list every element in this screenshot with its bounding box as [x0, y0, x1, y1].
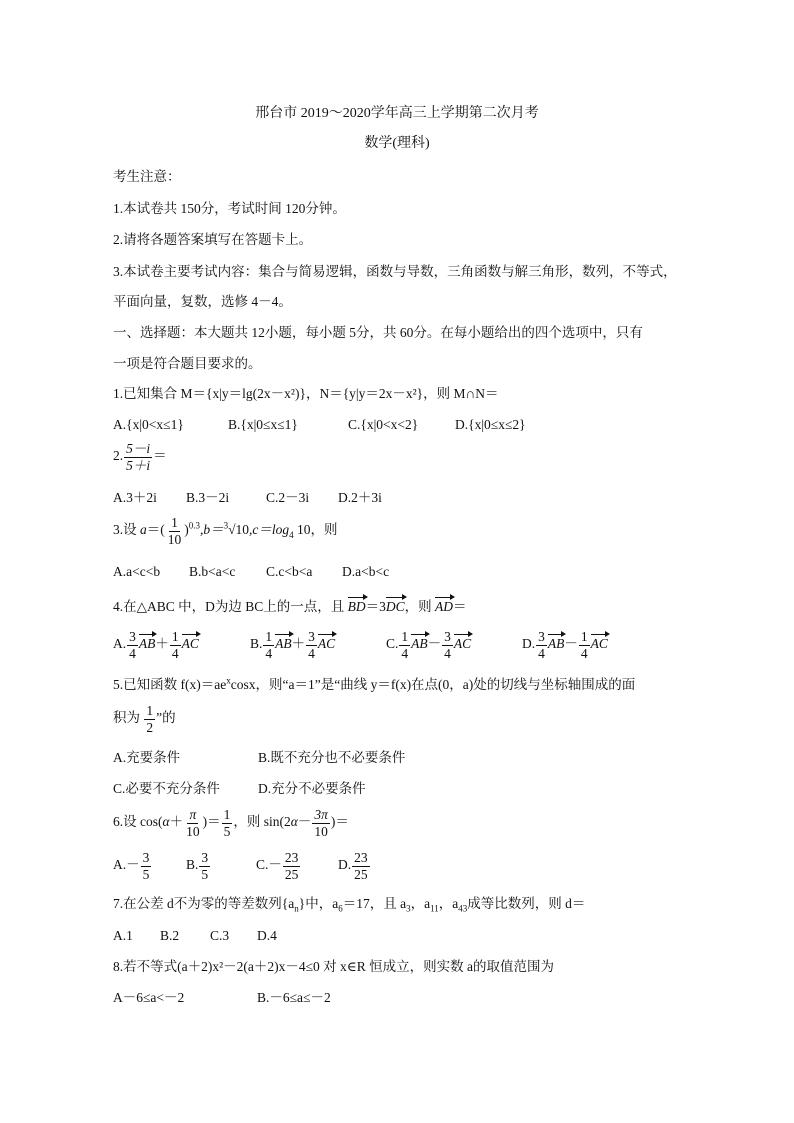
question-5-stem-line-2: [113, 704, 176, 734]
question-6-option-c: [256, 851, 301, 881]
question-3-fraction: [166, 516, 184, 546]
minus-sign: －: [564, 636, 578, 652]
question-4-stem: [113, 600, 467, 614]
question-5-option-c: C.必要不充分条件: [113, 781, 220, 796]
question-5-stem-part-3: 积为: [113, 710, 140, 726]
question-4-option-c-label: C.: [386, 636, 399, 652]
minus-sign: －: [427, 636, 442, 652]
question-2-number: 2.: [113, 448, 124, 464]
question-4-equals-3: ＝3: [365, 599, 386, 614]
question-5-fraction: [144, 704, 155, 734]
question-4-vector-dc: DC: [385, 599, 405, 614]
vector-ac: AC: [181, 636, 199, 652]
subscript: 3: [406, 903, 411, 914]
fraction: [536, 630, 547, 660]
question-1-stem: 1.已知集合 M＝{x|y＝lg(2x－x²)}，N＝{y|y＝2x－x²}，则 M∩N＝: [113, 386, 499, 401]
fraction-bottom: 25: [354, 866, 368, 882]
question-3-stem: 3.设 a＝( $\frac{1}{10}$ )$^{0.3},b=^3√10,c=\log_4$ 10，则: [113, 515, 338, 547]
alpha-symbol: α: [290, 814, 298, 830]
note-1: 1.本试卷共 150分，考试时间 120分钟。: [113, 201, 346, 216]
option-label: B.: [186, 857, 199, 873]
question-4-prefix: 4.在△ABC 中，D为边 BC上的一点，且: [113, 599, 345, 614]
option-label: C.－: [256, 857, 282, 873]
fraction-top: 3: [308, 629, 315, 644]
fraction-top: 3: [201, 850, 209, 865]
fraction: [199, 851, 210, 881]
question-2-fraction: [124, 442, 152, 472]
question-3-option-c: C.c<b<a: [266, 564, 313, 579]
vector-ac: AC: [317, 636, 336, 652]
question-2-equals: ＝: [153, 448, 167, 464]
fraction: [141, 851, 152, 881]
question-3-option-d: D.a<b<c: [342, 564, 390, 579]
exam-title: 邢台市 2019～2020学年高三上学期第二次月考: [255, 106, 539, 121]
plus-sign: ＋: [291, 636, 306, 652]
question-7-option-a: A.1: [113, 928, 133, 943]
question-3-option-b: B.b<a<c: [189, 564, 236, 579]
question-4-option-c: [386, 630, 471, 660]
fraction-top: 1: [223, 807, 231, 822]
question-8-option-a: A－6≤a<－2: [113, 990, 185, 1005]
question-5-stem-part-2: cosx，则“a＝1”是“曲线 y＝f(x)在点(0，a)处的切线与坐标轴围成的面: [230, 677, 636, 692]
question-3-prefix: 3.设: [113, 522, 137, 538]
plus-sign: ＋: [169, 814, 184, 830]
question-3-suffix: ，则: [310, 522, 338, 538]
question-5-option-a: A.充要条件: [113, 750, 181, 765]
question-6-mid: )＝: [202, 814, 221, 830]
question-1-option-c: C.{x|0<x<2}: [348, 417, 419, 432]
question-3-log-value: 10: [297, 522, 311, 538]
fraction-top: 3: [444, 629, 451, 644]
fraction: [352, 851, 370, 881]
question-4-option-a: [113, 630, 199, 660]
stem-part: ＝17，且 a: [342, 896, 407, 911]
plus-sign: ＋: [155, 636, 169, 652]
question-1-option-d: D.{x|0≤x≤2}: [455, 417, 526, 432]
question-2-denominator: 5＋i: [126, 457, 151, 473]
fraction-bottom: 4: [308, 645, 315, 661]
fraction-bottom: 4: [171, 645, 179, 661]
fraction: [442, 630, 453, 660]
section-instructions-line-2: 一项是符合题目要求的。: [113, 356, 262, 371]
alpha-symbol: α: [162, 814, 170, 830]
exam-subtitle: 数学(理科): [364, 136, 430, 151]
fraction-top: 1: [401, 629, 409, 644]
question-2-stem: [113, 442, 167, 472]
question-6-mid-2: ，则 sin(2: [233, 814, 291, 830]
fraction-top: 3: [142, 850, 150, 865]
question-4-vector-bd: BD: [347, 599, 366, 614]
subscript: 6: [338, 903, 343, 914]
fraction: [222, 808, 233, 838]
notes-heading: 考生注意：: [113, 169, 181, 184]
question-6-prefix: 6.设 cos(: [113, 814, 163, 830]
question-8-option-b: B.－6≤a≤－2: [257, 990, 331, 1005]
question-4-option-d-label: D.: [522, 636, 536, 652]
question-7-option-c: C.3: [210, 928, 230, 943]
fraction: [127, 630, 138, 660]
question-5-exponent: x: [226, 675, 231, 686]
subscript: 43: [458, 903, 468, 914]
question-6-stem: [113, 808, 349, 838]
fraction-top: 23: [284, 850, 299, 865]
option-label: D.: [338, 857, 352, 873]
fraction-bottom: 5: [142, 866, 150, 882]
fraction-top: 3: [538, 629, 545, 644]
question-3-root-index: 3: [223, 520, 229, 531]
vector-ab: AB: [275, 636, 292, 652]
fraction-bottom: 4: [265, 645, 273, 661]
fraction-top: 3π: [314, 807, 328, 822]
stem-part: 成等比数列，则 d＝: [467, 896, 586, 911]
subscript: 11: [430, 903, 439, 914]
question-3-var-a: a: [140, 522, 147, 538]
fraction: [399, 630, 410, 660]
vector-ab: AB: [411, 636, 428, 652]
fraction: [312, 808, 330, 838]
stem-part: }中，a: [298, 896, 339, 911]
vector-ab: AB: [138, 636, 156, 652]
fraction-bottom: 25: [284, 866, 299, 882]
question-7-stem: [113, 896, 586, 914]
fraction-top: 1: [146, 703, 154, 718]
fraction: [306, 630, 317, 660]
question-6-option-b: [186, 851, 211, 881]
question-2-option-d: D.2＋3i: [338, 490, 382, 505]
fraction-top: 23: [354, 850, 368, 865]
option-label: A.－: [113, 857, 140, 873]
question-5-option-d: D.充分不必要条件: [258, 781, 366, 796]
stem-part: 7.在公差 d不为零的等差数列{a: [113, 896, 295, 911]
question-3-var-c: ,c＝log: [249, 522, 290, 538]
question-3-root: √10: [228, 522, 250, 538]
fraction: [283, 851, 301, 881]
fraction-top: 1: [265, 629, 273, 644]
question-1-option-a: A.{x|0<x≤1}: [113, 417, 184, 432]
question-7-option-d: D.4: [257, 928, 277, 943]
question-5-stem-part-1: 5.已知函数 f(x)＝ae: [113, 677, 227, 692]
question-2-option-c: C.2－3i: [266, 490, 310, 505]
minus-sign: －: [297, 814, 312, 830]
question-8-stem: 8.若不等式(a＋2)x²－2(a＋2)x－4≤0 对 x∈R 恒成立，则实数 a的取值范围为: [113, 959, 555, 974]
fraction: [184, 808, 202, 838]
stem-part: ，a: [410, 896, 431, 911]
section-instructions-line-1: 一、选择题：本大题共 12小题，每小题 5分，共 60分。在每小题给出的四个选项中，只有: [113, 325, 643, 340]
fraction-top: π: [189, 807, 197, 822]
question-2-option-b: B.3－2i: [186, 490, 230, 505]
question-5-option-b: B.既不充分也不必要条件: [258, 750, 406, 765]
fraction-top: 1: [171, 629, 179, 644]
fraction-top: 1: [580, 629, 588, 644]
question-4-end: ＝: [453, 599, 467, 614]
fraction-bottom: 2: [146, 719, 154, 735]
question-6-end: )＝: [330, 814, 349, 830]
question-4-mid: ，则: [404, 599, 432, 614]
question-3-var-b: ,b＝: [200, 522, 224, 538]
fraction-bottom: 4: [538, 645, 545, 661]
question-5-stem-line-1: [113, 675, 636, 692]
question-3-fraction-bottom: 10: [167, 531, 182, 547]
fraction-bottom: 4: [444, 645, 451, 661]
fraction-bottom: 10: [186, 823, 200, 839]
question-4-option-a-label: A.: [113, 636, 127, 652]
question-5-stem-part-4: ”的: [156, 710, 176, 726]
fraction-bottom: 4: [580, 645, 588, 661]
question-2-option-a: A.3＋2i: [113, 490, 157, 505]
vector-ab: AB: [547, 636, 565, 652]
question-3-eq: ＝(: [146, 522, 165, 538]
vector-ac: AC: [453, 636, 472, 652]
fraction: [263, 630, 274, 660]
question-3-log-base: 4: [289, 529, 294, 540]
vector-ac: AC: [590, 636, 608, 652]
question-6-option-a: [113, 851, 152, 881]
question-4-option-b-label: B.: [250, 636, 263, 652]
question-2-numerator: 5－i: [126, 441, 151, 456]
question-3-option-a: A.a<c<b: [113, 564, 161, 579]
note-2: 2.请将各题答案填写在答题卡上。: [113, 232, 313, 247]
fraction: [579, 630, 590, 660]
subscript: n: [294, 903, 299, 914]
note-3-line-1: 3.本试卷主要考试内容：集合与简易逻辑，函数与导数，三角函数与解三角形，数列，不等式，: [113, 264, 677, 279]
fraction-bottom: 4: [401, 645, 409, 661]
fraction-bottom: 4: [129, 645, 136, 661]
note-3-line-2: 平面向量，复数，选修 4－4。: [113, 294, 292, 309]
fraction-bottom: 5: [223, 823, 231, 839]
question-4-vector-ad: AD: [435, 599, 454, 614]
fraction-top: 3: [129, 629, 136, 644]
stem-part: ，a: [438, 896, 459, 911]
question-3-fraction-top: 1: [171, 515, 178, 530]
question-3-exponent: 0.3: [188, 520, 200, 531]
question-4-option-d: [522, 630, 608, 660]
fraction-bottom: 5: [201, 866, 209, 882]
fraction: [170, 630, 181, 660]
question-7-option-b: B.2: [160, 928, 180, 943]
question-1-option-b: B.{x|0≤x≤1}: [228, 417, 298, 432]
question-6-option-d: [338, 851, 371, 881]
question-4-option-b: [250, 630, 335, 660]
fraction-bottom: 10: [314, 823, 328, 839]
